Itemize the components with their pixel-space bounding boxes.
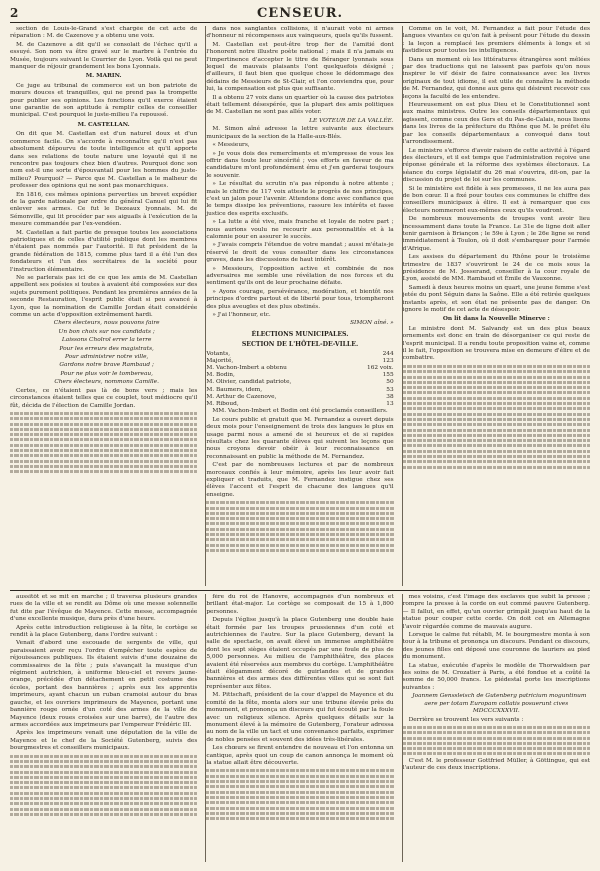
signature: LE VOTEUR DE LA VALLÉE. — [309, 117, 394, 124]
paragraph: » La lutte a été vive, mais franche et loyale de notre part ; nous aurions voulu ne recourir aux personnalités et à la calomnie pour en assurer le succès. — [206, 219, 394, 240]
column-5 — [205, 594, 393, 862]
illegible-text-block — [403, 726, 590, 755]
column-2 — [205, 26, 393, 586]
paragraph: Venait d'abord une escouade de sergents de ville, qui paraissaient avoir reçu l'ordre d'empêcher toute espèce de réjouissances publiques. Ils étaient suivis d'une douzaine de commissaires de la fête ; puis s'avançait la musique d'un régiment autrichien, à uniforme bleu-ciel et revers jaune-orange, précédée d'un détachement en petit costume des écoles, portant des bannières ; après eux les apprentis imprimeurs, ayant chacun un ruban cramoisi autour du bras gauche, et les ouvriers imprimeurs de Mayence, portant une bannière rouge ornée d'un coté des armes de la ville de Mayence (deux roues croisées sur une barre), de l'autre des armes accordées aux imprimeurs par l'empereur Frédéric III. — [10, 640, 198, 728]
verse-line: Pour ne plus voir le tombereau, — [60, 370, 153, 377]
paragraph: Il a obtenu 27 voix dans un quartier où la cause des patriotes était tellement désespérée, que la plupart des amis politiques de M. Castellan ne sont pas allés voter. — [206, 94, 394, 116]
paragraph: C'est par de nombreuses lectures et par de nombreux morceaux confiés à leur mémoire, après les leur avoir fait expliquer et traduits, que M. Fernandez instigue chez ses élèves l'accent et l'esprit de chacune des langues qu'il enseigne. — [206, 462, 394, 498]
inscription: Joannem Genssleisch de Gutenberg patricium moguntinum aere per totam Europam collatis posuerunt cives MDCCCXXXVII. — [412, 693, 587, 715]
illegible-text-block — [10, 755, 197, 816]
upper-columns — [10, 26, 590, 586]
table-row — [206, 358, 393, 365]
paragraph: Depuis l'église jusqu'à la place Gutenberg une double haie était formée par les troupes prussiennes d'un coté et autrichiennes de l'autre. Sur la place Gutenberg, devant la salle de spectacle, on avait élevé un immense amphithéâtre dont les sept sièges étaient occupés par une foule de plus de 5,000 personnes. Au milieu de l'amphithéâtre, des places avaient été réservées aux membres du cortège. L'amphithéâtre était élégamment décoré de guirlandes et de grandes bannières et des armes des différentes villes qui se sont fait représenter aux fêtes. — [206, 617, 394, 690]
paragraph: Le ministre s'efforce d'avoir raison de cette activité à l'égard des électeurs, et il est temps que l'administration reçoive une réponse générale et la réforme des systèmes électoraux. La séance du corps législatif du 26 mai s'ouvrira, dit-on, par la discussion du projet de loi sur les communes. — [402, 147, 590, 184]
paragraph: » Le résultat du scrutin n'a pas répondu à notre attente ; mais le chiffre de 117 voix atteste le progrès de nos principes, c'est un jalon pour l'avenir. Attendons donc avec confiance que le temps dissipe les préventions, rassure les intérêts et fasse justice des esprits exclusifs. — [206, 181, 394, 217]
illegible-text-block — [10, 412, 197, 473]
paragraph: aussitôt et se mit en marche ; il traversa plusieurs grandes rues de la ville et se rendit au Dôme où une messe solennelle fut dite par l'évêque de Mayence. Cette messe, accompagnée d'une excellente musique, dura près d'une heure. — [10, 594, 198, 623]
row-label: M. Olivier, candidat patriote, — [206, 379, 292, 386]
paragraph: C'est M. le professeur Gottfried Müller, à Göttingue, qui est l'auteur de ces deux inscriptions. — [402, 757, 590, 772]
paragraph: De nombreux mouvements de troupes vont avoir lieu incessamment dans toute la France. Le 31e de ligne doit aller tenir garnison à Briançon ; le 59e à Lyon ; le 26e ligne se rend immédiatement à Toulon, où il doit s'embarquer pour l'armée d'Afrique. — [402, 216, 590, 252]
paragraph: » Ayons courage, persévérance, modération, et bientôt nos principes d'ordre partout et de liberté pour tous, triompheront des plus aveugles et des plus obstinés. — [206, 288, 394, 310]
paragraph: Si le ministère est fidèle à ses promesses, il ne les aura pas de bon cœur. Il a fixé pour toutes ces communes le chiffre des conseillers municipaux à élire. Il est à remarquer que ces électeurs nommeront eux-mêmes ceux qu'ils voudront. — [402, 185, 590, 214]
paragraph: M. Simon aîné adresse la lettre suivante aux électeurs municipaux de la section de la Halle-aux-Blés. — [206, 126, 394, 140]
paragraph: Certes, ce n'étaient pas là de bons vers ; mais les circonstances étaient telles que ce couplet, tout médiocre qu'il fût, décida de l'élection de Camille Jordan. — [10, 387, 198, 409]
column-3 — [402, 26, 590, 586]
lower-columns — [10, 590, 590, 862]
paragraph: La statue, exécutée d'après le modèle de Thorwaldsen par les soins de M. Crozatier à Paris, a été fondue et a coûté la somme de 50,000 francs. Le piédestal porte les inscriptions suivantes : — [402, 662, 590, 691]
row-label: M. Bodin, — [206, 372, 235, 379]
paragraph: En 1816, ces mêmes opinions perverties un brevet expédier de la garde nationale par ordre du général Canuel qui lui fit enlever ses armes. Ce fut le Dezeaux lyonnais. M. de Sémonville, qui lit procéder par ses aiguails à l'exécution de la mesure commandée par l'ex-vendéen. — [10, 191, 198, 228]
table-row — [206, 351, 393, 358]
row-label: M. Vachon-Imbert a obtenu — [206, 365, 287, 372]
paragraph: » Messieurs, l'opposition active et combinée de nos adversaires me semble une révélation de nos forces et du sentiment qu'ils ont de leur prochaine défaite. — [206, 265, 394, 287]
illegible-text-block — [403, 365, 590, 469]
column-1 — [10, 26, 197, 586]
paragraph: M. Castellan a fait partie de presque toutes les associations patriotiques et de celles d'utilité publique dont les membres n'étaient pas nommés par l'autorité. Il fut président de la grande fédération de 1815, comme plus tard il a été l'un des fondateurs et l'un des secrétaires de la société pour l'instruction élémentaire. — [10, 229, 198, 273]
signature: SIMON aîné. » — [350, 320, 394, 327]
table-row — [206, 387, 393, 394]
verse-line: Un bon choix sur nos candidats ; — [58, 328, 155, 335]
paragraph: Après les imprimeurs venait une députation de la ville de Mayence et le chef de la Société Gutenberg, suivis des bourgmestres et conseillers municipaux. — [10, 730, 198, 752]
paragraph: » Je vous dois des remercîments et m'empresse de vous les offrir dans toute leur sincérité ; vos efforts en faveur de ma candidature m'ont profondément ému et j'en garderai toujours le souvenir. — [206, 150, 394, 179]
row-label: M. Riboud, — [206, 401, 239, 408]
row-value: 155 — [382, 372, 394, 379]
paragraph: Comme on le voit, M. Fernandez a fait pour l'étude des langues vivantes ce qu'on fait à présent pour l'étude du dessin : la leçon a remplacé les premiers éléments à longs et si fastidieux pour toutes les intelligences. — [402, 26, 590, 55]
verse-line: Chers électeurs, nous pouvons faire — [53, 320, 160, 327]
paragraph: » J'ai l'honneur, etc. — [212, 312, 271, 319]
paragraph: Après cette introduction religieuse à la fête, le cortège se rendit à la place Gutenberg, dans l'ordre suivant : — [10, 624, 198, 639]
row-value: 123 — [382, 357, 394, 364]
paragraph: Le ministre dont M. Salvandy est un des plus beaux ornements est donc en train de désorganiser ce qui reste de l'esprit municipal. Il a rendu toute proposition vaine et, comme il le fait, l'opposition se trouvera mise en demeure d'élire et de combattre. — [402, 325, 590, 362]
row-label: Majorité, — [206, 357, 234, 364]
row-value: 38 — [386, 393, 394, 400]
illegible-text-block — [206, 769, 393, 820]
paragraph: Le cours public et gratuit que M. Fernandez a ouvert depuis deux mois pour l'enseignement de trois des langues le plus en usage parmi nous a amené de si heureux et de si rapides résultats chez les quarante élèves qui suivent les leçons que nous croyons devoir obéir à leur reconnaissance en reconnaissant en public la méthode de M. Fernandez. — [206, 416, 394, 460]
section-heading: M. MARIN. — [85, 73, 122, 80]
column-4 — [10, 594, 197, 862]
paragraph: Les chœurs se firent entendre de nouveau et l'on entonna un cantique, après quoi un coup de canon annonça le moment où la statue allait être découverte. — [206, 745, 394, 766]
paragraph: Dans un moment où les littératures étrangères sont mêlées par des traductions qui ne laissent pas parfois qu'on nous inspirer le vif désir de faire connaissance avec les livres originaux de tout idiome, il est utile de connaître la méthode de M. Fernandez, qui donne aux gens qui désirent recevoir ces leçons la faculté de les entendre. — [402, 56, 590, 100]
paragraph: Samedi à deux heures moins un quart, une jeune femme s'est jetée du pont Séguin dans la Saône. Elle a été retirée quelques instants après, et son état ne présente pas de danger. On ignore le motif de cet acte de désespoir. — [402, 284, 590, 314]
paragraph: dans nos sanglantes collisions, il n'aurait voté ni armes d'honneur ni récompenses aux vainqueurs, quels qu'ils fussent. — [206, 26, 394, 40]
paragraph: fère du roi de Hanovre, accompagnés d'un nombreux et brillant état-major. Le cortège se composait de 15 à 1,800 personnes. — [206, 594, 394, 615]
column-6 — [402, 594, 590, 862]
paragraph: Heureusement on est plus Dieu et le Constitutionnel sont aux mains ministres. Outre les conseils départementaux qui agissent, comme ceux des Gers et du Pas-de-Calais, nous lisons dans les livres de la préfecture du Rhône que M. le préfet élu par les conseils départementaux a convoqué dans tout l'arrondissement. — [402, 102, 590, 146]
election-results-table — [206, 351, 393, 409]
verse-line: Pour les erreurs des magistrats, — [59, 345, 154, 352]
paragraph: MM. Vachon-Imbert et Bodin ont été proclamés conseillers. — [212, 408, 388, 415]
paragraph: Ne se parlerais pas ici de ce que les amis de M. Castellan appellent ses poésies si toutes à avaient été composées sur des sujets purement politiques. Pendant les premières années de la seconde Restauration, l'esprit public était si peu avancé à Lyon, que la nomination de Camille Jordan était considérée comme un acte d'opposition extrêmement hardi. — [10, 275, 198, 319]
page-number: 2 — [10, 6, 19, 20]
row-value: 162 voix. — [367, 365, 394, 372]
paragraph: M. de Cazenove a dit qu'il se consolait de l'échec qu'il a essuyé. Son nom va être gravé sur le marbre à l'entrée du Musée, toujours suivant le Courrier de Lyon. Voilà qui ne peut manquer de réjouir grandement les bons Lyonnais. — [10, 41, 198, 71]
paragraph: section de Louis-le-Grand s'est chargée de cet acte de réparation : M. de Cazenove y a obtenu une voix. — [10, 26, 198, 40]
verse-line: Laissons Cholrol errer la terre — [61, 337, 152, 344]
verse-line: Pour administrer notre ville, — [64, 354, 149, 361]
table-row — [206, 372, 393, 379]
section-heading: On lit dans la Nouvelle Minerve : — [442, 316, 550, 323]
page-header — [10, 6, 590, 23]
paragraph: M. Castellan est peut-être trop fier de l'amitié dont l'honorent notre illustre poète national ; mais il n'a jamais eu l'impertinence d'accepter le titre de Béranger lyonnais sous lequel de mauvais plaisants l'ont quelquefois désigné ; d'ailleurs, il faut bien que quelque chose le dédommage des dédains de Messieurs de St-Clair, et l'on conviendra que, pour lui, la compensation est plus que suffisante. — [206, 41, 394, 93]
illegible-text-block — [206, 501, 393, 552]
verse-line: Chers électeurs, nommons Camille. — [54, 379, 159, 386]
row-label: M. Arthur de Cazenove, — [206, 393, 277, 400]
row-value: 53 — [386, 386, 394, 393]
paragraph: M. Pittschaft, président de la cour d'appel de Mayence et du comité de la fête, monta alors sur une tribune élevée près du monument, et prononça un discours qui fut écouté par la foule avec un religieux silence. Après quelques détails sur la monument élevé à la mémoire de Gutenberg, l'orateur adressa au nom de la ville un tact et une convenance parfaits, exprimer de nobles pensées et souvent des idées très-libérales. — [206, 692, 394, 743]
masthead: CENSEUR. — [256, 6, 344, 21]
table-row — [206, 365, 393, 372]
row-value: 50 — [386, 379, 394, 386]
verse-line: Gardons notre brave Rambaud ; — [59, 362, 154, 369]
paragraph: Les assises du département du Rhône pour le troisième trimestre de 1837 s'ouvriront le 24 de ce mois sous la présidence de M. Josserand, conseiller à la cour royale de Lyon, assisté de MM. Rambaud et Émile de Vauxonne. — [402, 254, 590, 283]
row-value: 13 — [386, 401, 394, 408]
paragraph: mes voisins, c'est l'image des esclaves que subit la presse ; rompre la presse à la corde on eut commé pauvre Gutenberg. — Il fallut, en effet, qu'un ouvrier grimpât jusqu'au haut de la statue pour couper cette corde. On doit cet en Allemagne l'avoir régardée comme de mauvais augure. — [402, 594, 590, 630]
results-subtitle: SECTION DE L'HÔTEL-DE-VILLE. — [241, 341, 359, 349]
row-label: Votants, — [206, 350, 231, 357]
table-row — [206, 379, 393, 386]
table-row — [206, 394, 393, 401]
paragraph: Lorsque le calme fut rétabli, M. le bourgmestre monta à son tour à la tribune et prononça un discours. Pendant ce discours, des jeunes filles ont déposé une couronne de lauriers au pied du monument. — [402, 632, 590, 661]
paragraph: » J'avais compris l'étendue de votre mandat ; aussi m'étais-je réservé le droit de vous consulter dans les circonstances graves, dans les discussions de haut intérêt. — [206, 242, 394, 264]
paragraph: « Messieurs, — [212, 142, 250, 149]
paragraph: Derrière se trouvent les vers suivants : — [408, 716, 524, 723]
row-label: M. Baumers, idem, — [206, 386, 263, 393]
paragraph: On dit que M. Castellan est d'un naturel doux et d'un commerce facile. On s'accorde à reconnaître qu'il n'est pas absolument dépourvu de toute intelligence et qu'il apporte dans ses relations de toute nature une loyauté qui il ne rencontre pas toujours chez bien d'autres. Pourquoi donc son nom est-il une sorte d'épouvantail pour les hommes du juste-milieu? Pourquoi? — Parce que M. Castellan a le malheur de professer des opinions qui ne sont pas monarchiques. — [10, 131, 198, 190]
section-heading: M. CASTELLAN. — [77, 121, 130, 128]
row-value: 244 — [382, 350, 394, 357]
results-title: ÉLECTIONS MUNICIPALES. — [251, 330, 349, 338]
paragraph: Ce juge au tribunal de commerce est un bon patriote de mœurs douces et tranquilles, qui ne prend pas la trompette pour publier ses opinions. Les fonctions qu'il exerce étaient une garantie de son aptitude à remplir celles de conseiller municipal. C'est pourquoi le juste-milieu l'a repoussé. — [10, 82, 198, 119]
